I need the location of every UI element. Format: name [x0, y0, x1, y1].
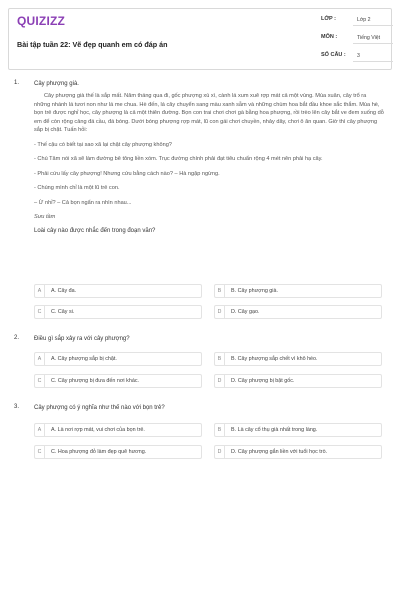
reading-passage [34, 92, 384, 222]
passage-paragraph: Cây phượng già thế là sắp mất. Năm tháng qua đi, gốc phượng xù xì, cành lá xum xuê rợp mát cả một vùng. Mùa xuân, cây trổ ra những nhánh lá tươi non như lá me chua. Hè đến, lá cây chuyển sang màu xanh sẫm và những chùm hoa bắt đầu khoe sắc thắm. Mùa hè, bọn trẻ được nghỉ học, cây phượng là cả một thiên đường. Bọn con trai chơi chơi gà bằng hoa phượng, rồi trèo lên cây bắt ve đem xuống dỗ em để còn rộng cảng đá cầu, đá bóng. Dưới bóng phượng rợp mát, lũ con gái chơi chuyền, nhảy dây, chơi ô ăn quan. Giờ thì cây phượng sắp bị chặt. Tuấn hỏi: [34, 93, 384, 133]
meta-subject-label: MÔN : [321, 34, 338, 40]
option-text: A. Cây phượng sắp bị chặt. [51, 356, 117, 362]
option-text: C. Cây si. [51, 309, 75, 315]
meta-subject [321, 33, 393, 45]
question-title: Cây phượng già. [34, 81, 79, 87]
option-letter: A [35, 285, 45, 297]
option-a[interactable] [34, 423, 202, 437]
option-letter: B [215, 353, 225, 365]
option-text: D. Cây phượng gắn liền với tuổi học trò. [231, 449, 328, 455]
option-letter: C [35, 375, 45, 387]
passage-paragraph: - Chú Tâm nói xã sẽ làm đường bê tông liền xóm. Trục đường chính phải đạt tiêu chuẩn rộng 4 mét nên phải hạ cây. [34, 156, 323, 162]
option-d[interactable] [214, 445, 382, 459]
meta-grade [321, 15, 393, 27]
question-number: 3. [14, 404, 20, 410]
passage-source: Sưu tầm [34, 214, 56, 220]
quizizz-logo: QUIZIZZ [17, 14, 66, 28]
option-b[interactable] [214, 352, 382, 366]
option-text: A. Là nơi rợp mát, vui chơi của bọn trẻ. [51, 427, 145, 433]
option-text: B. Là cây cổ thụ già nhất trong làng. [231, 427, 318, 433]
meta-grade-label: LỚP : [321, 16, 336, 22]
option-letter: B [215, 285, 225, 297]
option-letter: D [215, 306, 225, 318]
question-title: Điều gì sắp xảy ra với cây phượng? [34, 336, 130, 342]
passage-paragraph: – Ừ nhỉ? – Cả bọn ngẩn ra nhìn nhau... [34, 199, 132, 206]
worksheet-header [8, 8, 392, 70]
question-number: 2. [14, 335, 20, 341]
meta-count-label: SỐ CÂU : [321, 52, 346, 58]
option-letter: C [35, 306, 45, 318]
option-d[interactable] [214, 374, 382, 388]
option-letter: D [215, 446, 225, 458]
meta-count-value: 3 [353, 51, 393, 62]
option-letter: A [35, 353, 45, 365]
option-letter: D [215, 375, 225, 387]
option-text: A. Cây đa. [51, 288, 77, 294]
passage-paragraph: - Phải cứu lấy cây phượng! Nhưng cứu bằng cách nào? – Hà ngập ngừng. [34, 170, 220, 177]
option-letter: C [35, 446, 45, 458]
option-text: B. Cây phượng già. [231, 288, 278, 294]
question-title: Cây phượng có ý nghĩa như thế nào với bọn trẻ? [34, 405, 165, 411]
meta-count [321, 51, 393, 63]
option-text: B. Cây phượng sắp chết vì khô héo. [231, 356, 318, 362]
option-b[interactable] [214, 284, 382, 298]
option-text: C. Hoa phượng đỏ làm đẹp quê hương. [51, 449, 147, 455]
meta-subject-value: Tiếng Việt [353, 33, 393, 44]
option-b[interactable] [214, 423, 382, 437]
option-c[interactable] [34, 445, 202, 459]
option-a[interactable] [34, 284, 202, 298]
option-c[interactable] [34, 374, 202, 388]
option-d[interactable] [214, 305, 382, 319]
worksheet-title: Bài tập tuần 22: Vẽ đẹp quanh em có đáp án [17, 40, 168, 49]
question-number: 1. [14, 80, 20, 86]
question-prompt: Loài cây nào được nhắc đến trong đoạn văn? [34, 227, 156, 234]
option-text: D. Cây gạo. [231, 309, 260, 315]
passage-paragraph: - Thế cậu có biết tại sao xã lại chặt cây phượng không? [34, 141, 172, 148]
option-text: D. Cây phượng bị bật gốc. [231, 378, 295, 384]
option-letter: A [35, 424, 45, 436]
option-text: C. Cây phượng bị đưa đến nơi khác. [51, 378, 140, 384]
option-c[interactable] [34, 305, 202, 319]
option-a[interactable] [34, 352, 202, 366]
passage-paragraph: - Chúng mình chỉ là một lũ trẻ con. [34, 185, 120, 191]
meta-grade-value: Lớp 2 [353, 15, 393, 26]
option-letter: B [215, 424, 225, 436]
